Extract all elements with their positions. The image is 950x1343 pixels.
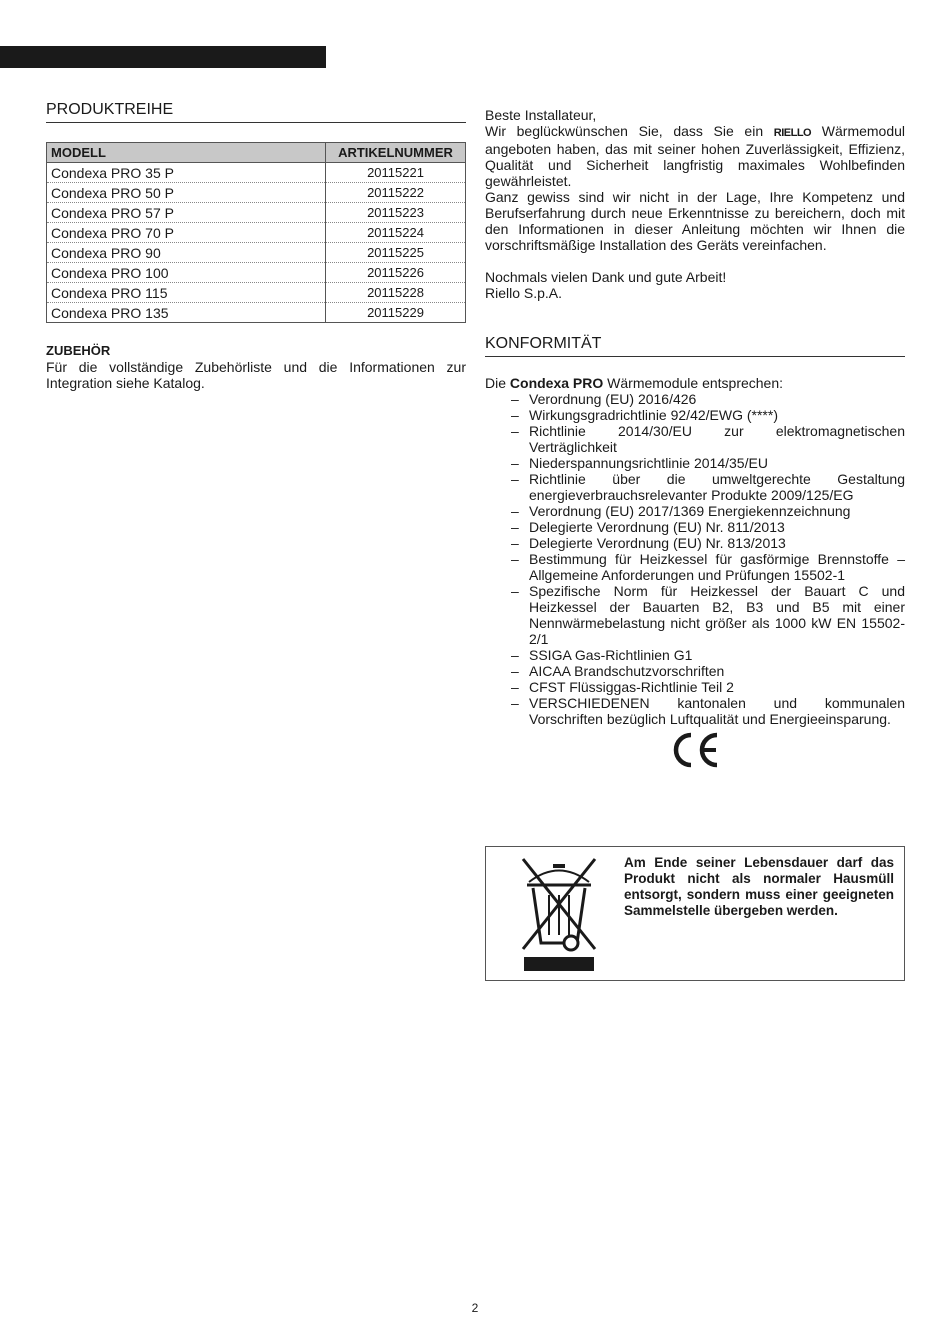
conformity-list bbox=[485, 391, 905, 727]
table-header-row bbox=[47, 143, 466, 163]
list-item: – CFST Flüssiggas-Richtlinie Teil 2 bbox=[529, 679, 905, 695]
disposal-notice-box bbox=[485, 846, 905, 981]
list-item: – Delegierte Verordnung (EU) Nr. 811/2013 bbox=[529, 519, 905, 535]
article-cell: 20115223 bbox=[326, 203, 466, 223]
conformity-intro-post: Wärmemodule entsprechen: bbox=[607, 375, 784, 391]
letter-para1-pre: Wir beglückwünschen Sie, dass Sie ein bbox=[485, 123, 764, 139]
table-row bbox=[47, 203, 466, 223]
list-item: – VERSCHIEDENEN kantonalen und kommunalen Vorschriften bezüglich Luftqualität und Energieeinsparung. bbox=[529, 695, 905, 727]
product-name: Condexa PRO bbox=[509, 375, 604, 391]
table-row bbox=[47, 223, 466, 243]
intro-letter bbox=[485, 107, 905, 301]
model-cell: Condexa PRO 135 bbox=[47, 303, 326, 323]
page-number: 2 bbox=[471, 1301, 479, 1315]
riello-brand: RIELLO bbox=[773, 127, 812, 139]
right-column bbox=[485, 107, 905, 727]
list-item: – Bestimmung für Heizkessel für gasförmige Brennstoffe – Allgemeine Anforderungen und Prüfungen 15502-1 bbox=[529, 551, 905, 583]
list-item: – Verordnung (EU) 2016/426 bbox=[529, 391, 905, 407]
column-header-model: MODELL bbox=[47, 143, 326, 163]
list-item: – Spezifische Norm für Heizkessel der Bauart C und Heizkessel der Bauarten B2, B3 und B5 mit einer Nennwärmebelastung nicht größer als 1000 kW EN 15502-2/1 bbox=[529, 583, 905, 647]
article-cell: 20115222 bbox=[326, 183, 466, 203]
table-row bbox=[47, 283, 466, 303]
accessories-title: ZUBEHÖR bbox=[46, 343, 111, 358]
model-cell: Condexa PRO 115 bbox=[47, 283, 326, 303]
list-item: – Delegierte Verordnung (EU) Nr. 813/2013 bbox=[529, 535, 905, 551]
article-cell: 20115221 bbox=[326, 163, 466, 183]
list-item: – Richtlinie 2014/30/EU zur elektromagnetischen Verträglichkeit bbox=[529, 423, 905, 455]
letter-signature: Riello S.p.A. bbox=[485, 285, 563, 301]
column-header-article: ARTIKELNUMMER bbox=[326, 143, 466, 163]
table-row bbox=[47, 303, 466, 323]
conformity-intro-pre: Die bbox=[485, 375, 507, 391]
list-item: – Verordnung (EU) 2017/1369 Energiekennzeichnung bbox=[529, 503, 905, 519]
letter-paragraph-1 bbox=[485, 123, 905, 189]
model-cell: Condexa PRO 57 P bbox=[47, 203, 326, 223]
letter-thanks: Nochmals vielen Dank und gute Arbeit! bbox=[485, 269, 727, 285]
accessories-text: Für die vollständige Zubehörliste und die Informationen zur Integration siehe Katalog. bbox=[46, 359, 466, 391]
table-row bbox=[47, 243, 466, 263]
model-cell: Condexa PRO 100 bbox=[47, 263, 326, 283]
letter-greeting: Beste Installateur, bbox=[485, 107, 597, 123]
left-column bbox=[46, 100, 466, 391]
model-cell: Condexa PRO 90 bbox=[47, 243, 326, 263]
conformity-intro bbox=[485, 375, 905, 391]
model-cell: Condexa PRO 50 P bbox=[47, 183, 326, 203]
list-item: – AICAA Brandschutzvorschriften bbox=[529, 663, 905, 679]
list-item: – Richtlinie über die umweltgerechte Gestaltung energieverbrauchsrelevanter Produkte 2009/125/EG bbox=[529, 471, 905, 503]
list-item: – Wirkungsgradrichtlinie 92/42/EWG (****) bbox=[529, 407, 905, 423]
article-cell: 20115229 bbox=[326, 303, 466, 323]
list-item: – Niederspannungsrichtlinie 2014/35/EU bbox=[529, 455, 905, 471]
article-cell: 20115228 bbox=[326, 283, 466, 303]
article-cell: 20115226 bbox=[326, 263, 466, 283]
letter-para1-post: Wärmemodul angeboten haben, das mit seiner hohen Zuverlässigkeit, Effizienz, Qualität und Sicherheit langfristig maximales Wohlbefinden gewährleistet. bbox=[485, 123, 906, 189]
table-row bbox=[47, 183, 466, 203]
article-cell: 20115224 bbox=[326, 223, 466, 243]
disposal-text: Am Ende seiner Lebensdauer darf das Produkt nicht als normaler Hausmüll entsorgt, sondern muss einer geeigneten Sammelstelle übergeben werden. bbox=[624, 855, 894, 918]
ce-mark-icon bbox=[671, 731, 721, 769]
model-table bbox=[46, 142, 466, 323]
table-row bbox=[47, 163, 466, 183]
section-title-konformitaet: KONFORMITÄT bbox=[485, 334, 905, 357]
article-cell: 20115225 bbox=[326, 243, 466, 263]
model-cell: Condexa PRO 70 P bbox=[47, 223, 326, 243]
letter-paragraph-2: Ganz gewiss sind wir nicht in der Lage, Ihre Kompetenz und Berufserfahrung durch neue Erkenntnisse zu bereichern, doch mit den Informationen in dieser Anleitung möchten wir Ihnen die vorschriftsmäßige Installation des Geräts vereinfachen. bbox=[485, 189, 905, 253]
list-item: – SSIGA Gas-Richtlinien G1 bbox=[529, 647, 905, 663]
crossed-bin-icon bbox=[519, 855, 599, 973]
section-title-produktreihe: PRODUKTREIHE bbox=[46, 100, 466, 123]
header-bar bbox=[0, 46, 326, 68]
table-row bbox=[47, 263, 466, 283]
model-cell: Condexa PRO 35 P bbox=[47, 163, 326, 183]
